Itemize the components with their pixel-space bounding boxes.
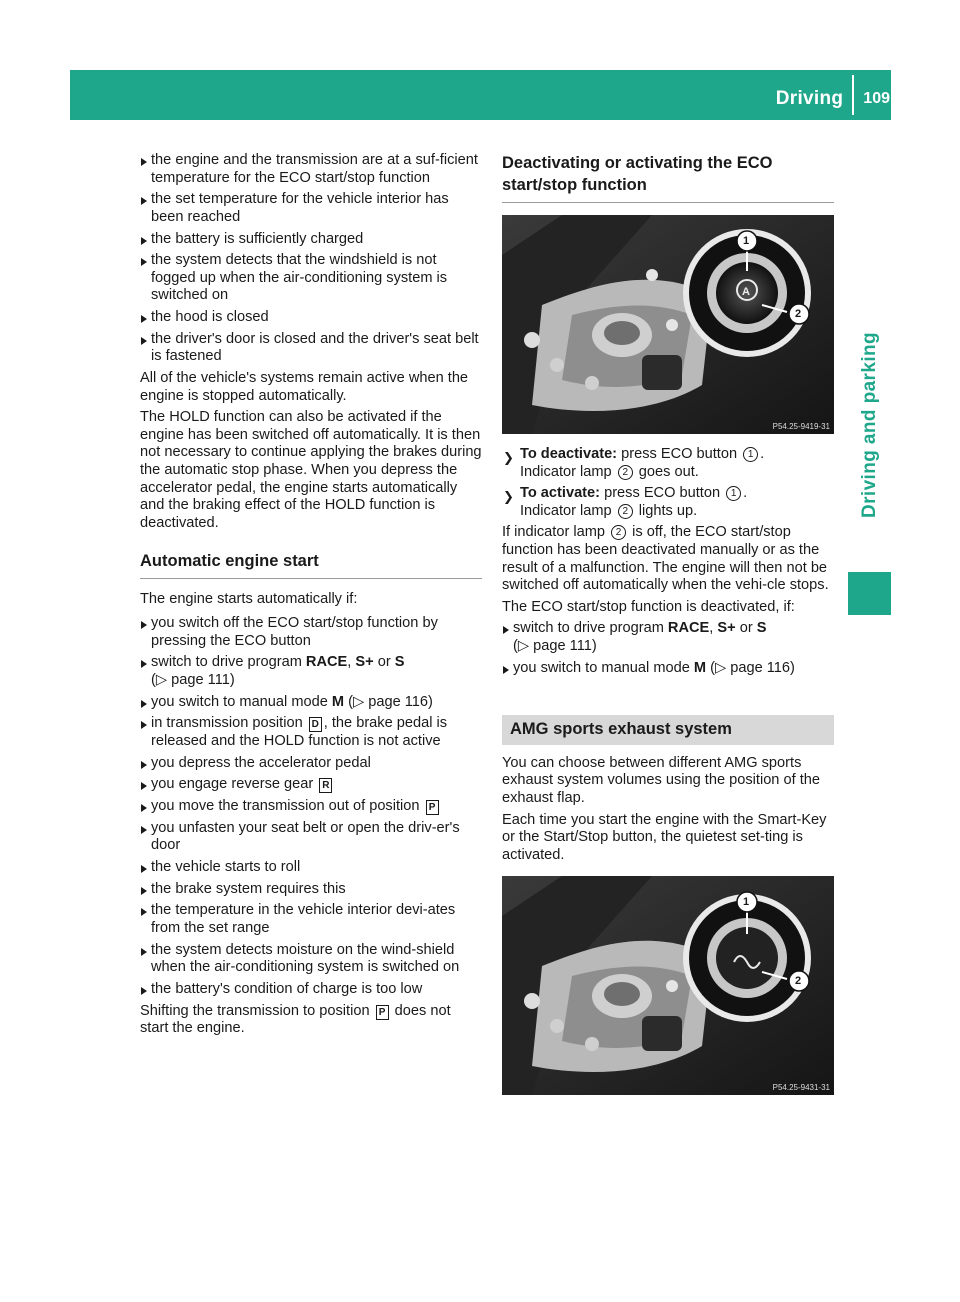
gear-p-icon: P (376, 1005, 389, 1020)
list-item: the brake system requires this (140, 881, 482, 899)
svg-text:A: A (742, 286, 750, 298)
text: , (347, 654, 356, 671)
callout-1: 1 (743, 896, 750, 909)
list-item: the set temperature for the vehicle interior has been reached (140, 191, 482, 226)
text: you move the transmission out of position (151, 797, 424, 814)
step-deactivate: ❯ To deactivate: press ECO button 1 . Indicator lamp 2 goes out. (503, 446, 765, 480)
auto-start-list (140, 615, 482, 998)
list-item: you switch off the ECO start/stop function by pressing the ECO button (140, 615, 482, 650)
list-item (140, 654, 482, 689)
step-label: To deactivate: (520, 446, 618, 462)
callout-1-icon: 1 (726, 486, 741, 501)
heading-eco-start-stop: Deactivating or activating the ECO start/stop function (502, 152, 834, 203)
text: If indicator lamp (502, 524, 610, 541)
drive-program-splus: S+ (717, 620, 736, 637)
page-reference: (▷ page 116) (706, 659, 795, 676)
drive-program-splus: S+ (355, 654, 374, 671)
drive-program-race: RACE (667, 620, 710, 637)
text: you switch to manual mode (151, 693, 332, 710)
text: is off, the ECO start/stop function has been deactivated manually or as the result of a malfunction. The engine will then not be switched off automatically when the vehi-cle stops. (502, 524, 829, 594)
text: press ECO button (600, 485, 725, 502)
callout-1: 1 (743, 235, 750, 247)
image-reference-code: P54.25-9431-31 (772, 1083, 830, 1093)
text: Indicator lamp (520, 502, 616, 519)
chapter-tab-marker (848, 572, 891, 615)
right-column (502, 152, 834, 1095)
header-bar (70, 70, 891, 120)
drive-program-race: RACE (305, 654, 348, 671)
text: or (735, 620, 757, 637)
list-item (140, 798, 482, 816)
list-item: the system detects moisture on the wind-shield when the air-conditioning system is switched on (140, 942, 482, 977)
text: goes out. (634, 463, 699, 480)
manual-mode-m: M (331, 693, 345, 710)
list-item: you depress the accelerator pedal (140, 755, 482, 773)
list-item: the system detects that the windshield is not fogged up when the air-conditioning system is switched on (140, 252, 482, 305)
instruction-steps (502, 446, 834, 520)
callout-2: 2 (795, 975, 802, 988)
paragraph-hold-function: The HOLD function can also be activated if the engine has been switched off automatically. It is then not necessary to continue applying the brakes during the automatic stop phase. When you depress the accelerator pedal, the engine starts automatically and the braking effect of the HOLD function is deactivated. (140, 409, 482, 531)
list-item: the engine and the transmission are at a suf-ficient temperature for the ECO start/stop function (140, 152, 482, 187)
left-column (140, 152, 482, 1042)
condition-list (140, 152, 482, 366)
page-number: 109 (863, 90, 890, 108)
step-activate: ❯ To activate: press ECO button 1 . Indicator lamp 2 lights up. (503, 485, 748, 519)
step-arrow-icon: ❯ (503, 450, 514, 465)
eco-button-photo (502, 215, 834, 434)
list-item: the battery's condition of charge is too low (140, 981, 482, 999)
gear-p-icon: P (426, 800, 439, 815)
page-reference: (▷ page 111) (151, 671, 235, 688)
text: in transmission position (151, 715, 307, 732)
list-item (140, 776, 482, 794)
text: you switch to manual mode (513, 659, 694, 676)
section-title: Driving (775, 88, 844, 110)
text: switch to drive program (151, 654, 306, 671)
list-item: the hood is closed (140, 309, 482, 327)
callout-2-icon: 2 (611, 525, 626, 540)
heading-automatic-engine-start: Automatic engine start (140, 550, 482, 579)
list-item: the temperature in the vehicle interior devi-ates from the set range (140, 902, 482, 937)
callout-2-icon: 2 (618, 504, 633, 519)
text: you engage reverse gear (151, 776, 318, 793)
list-item (502, 620, 834, 655)
list-item (140, 694, 482, 712)
list-item: the vehicle starts to roll (140, 859, 482, 877)
text: or (373, 654, 395, 671)
gear-r-icon: R (319, 778, 332, 793)
manual-mode-m: M (693, 659, 707, 676)
heading-amg-sports-exhaust: AMG sports exhaust system (502, 715, 834, 745)
list-item: the driver's door is closed and the driver's seat belt is fastened (140, 331, 482, 366)
amg-exhaust-button-photo (502, 876, 834, 1095)
image-reference-code: P54.25-9419-31 (772, 422, 830, 431)
step-label: To activate: (520, 485, 601, 502)
text: Shifting the transmission to position (140, 1002, 374, 1019)
paragraph-systems-active: All of the vehicle's systems remain active when the engine is stopped automatically. (140, 370, 469, 404)
text: , the brake pedal is released and the HOLD function is not active (151, 715, 448, 749)
intro-text: The engine starts automatically if: (140, 591, 358, 608)
page-reference: (▷ page 111) (513, 637, 597, 654)
running-header (776, 84, 890, 114)
center-console-illustration (502, 215, 834, 434)
center-console-illustration (502, 876, 834, 1095)
callout-2: 2 (795, 308, 802, 320)
text: Indicator lamp (520, 463, 616, 480)
text: does not start the engine. (140, 1002, 451, 1037)
list-item: you unfasten your seat belt or open the driv-er's door (140, 820, 482, 855)
page-reference: (▷ page 116) (344, 693, 433, 710)
paragraph-deactivated-if: The ECO start/stop function is deactivated, if: (502, 598, 795, 615)
gear-d-icon: D (309, 717, 322, 732)
paragraph-shifting-p (140, 1003, 482, 1038)
paragraph-amg-quietest: Each time you start the engine with the Smart-Key or the Start/Stop button, the quietest set-ting is activated. (502, 811, 827, 863)
text: lights up. (634, 502, 698, 519)
step-arrow-icon: ❯ (503, 489, 514, 505)
list-item: the battery is sufficiently charged (140, 231, 482, 249)
list-item (502, 660, 834, 678)
text: press ECO button (617, 446, 742, 462)
text: switch to drive program (513, 620, 668, 637)
drive-program-s: S (394, 654, 405, 671)
callout-2-icon: 2 (618, 465, 633, 480)
paragraph-indicator-off (502, 524, 834, 594)
chapter-tab-label: Driving and parking (859, 332, 881, 519)
deactivation-list (502, 620, 834, 677)
list-item (140, 715, 482, 750)
callout-1-icon: 1 (743, 447, 758, 462)
paragraph-amg-volumes: You can choose between different AMG sports exhaust system volumes using the position of the exhaust flap. (502, 754, 820, 806)
text: , (709, 620, 718, 637)
drive-program-s: S (756, 620, 767, 637)
